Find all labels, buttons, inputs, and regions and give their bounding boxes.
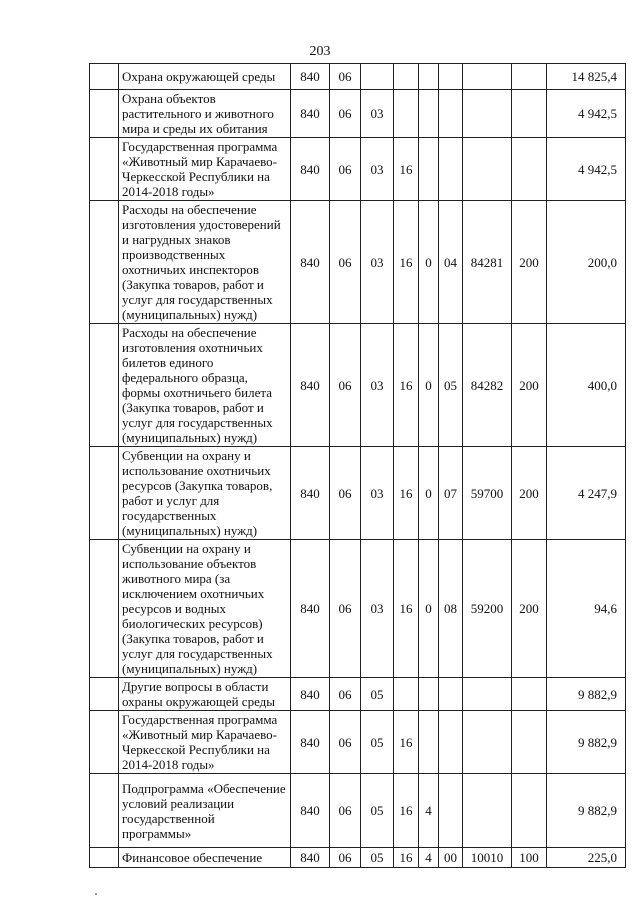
cell-gr: 840 — [291, 774, 330, 848]
cell-pr — [361, 64, 394, 90]
cell-gr: 840 — [291, 90, 330, 138]
cell-csr-2: 0 — [419, 540, 439, 678]
cell-csr-2 — [419, 138, 439, 201]
cell-rz: 06 — [330, 711, 361, 774]
cell-rz: 06 — [330, 848, 361, 868]
cell-rz: 06 — [330, 678, 361, 711]
cell-csr-1 — [394, 64, 419, 90]
cell-sum: 9 882,9 — [547, 774, 626, 848]
cell-sum: 9 882,9 — [547, 678, 626, 711]
cell-csr-4: 59700 — [463, 447, 512, 540]
cell-vr: 200 — [512, 447, 547, 540]
cell-rz: 06 — [330, 138, 361, 201]
cell-rz: 06 — [330, 90, 361, 138]
cell-sum: 14 825,4 — [547, 64, 626, 90]
cell-csr-1: 16 — [394, 774, 419, 848]
cell-pr: 05 — [361, 848, 394, 868]
cell-vr: 200 — [512, 540, 547, 678]
cell-csr-4 — [463, 64, 512, 90]
cell-csr-1 — [394, 90, 419, 138]
cell-vr — [512, 774, 547, 848]
row-name: Другие вопросы в области охраны окружающей среды — [119, 678, 291, 711]
table-body — [90, 64, 626, 868]
cell-gr: 840 — [291, 540, 330, 678]
table-row — [90, 678, 626, 711]
cell-csr-4: 59200 — [463, 540, 512, 678]
cell-sum: 4 942,5 — [547, 138, 626, 201]
cell-csr-4 — [463, 774, 512, 848]
row-number-cell — [90, 447, 119, 540]
cell-gr: 840 — [291, 678, 330, 711]
cell-vr — [512, 678, 547, 711]
cell-rz: 06 — [330, 64, 361, 90]
cell-csr-2 — [419, 64, 439, 90]
cell-csr-4 — [463, 678, 512, 711]
cell-csr-1 — [394, 678, 419, 711]
cell-gr: 840 — [291, 711, 330, 774]
row-name: Финансовое обеспечение — [119, 848, 291, 868]
cell-rz: 06 — [330, 324, 361, 447]
table-row — [90, 848, 626, 868]
cell-csr-4: 84281 — [463, 201, 512, 324]
cell-csr-2: 4 — [419, 848, 439, 868]
cell-rz: 06 — [330, 447, 361, 540]
cell-sum: 200,0 — [547, 201, 626, 324]
cell-csr-2 — [419, 711, 439, 774]
cell-pr: 05 — [361, 711, 394, 774]
cell-pr: 03 — [361, 324, 394, 447]
page-number: 203 — [309, 44, 331, 59]
cell-csr-4: 84282 — [463, 324, 512, 447]
row-number-cell — [90, 711, 119, 774]
cell-csr-1: 16 — [394, 848, 419, 868]
row-number-cell — [90, 774, 119, 848]
cell-csr-3: 00 — [439, 848, 463, 868]
cell-csr-3: 05 — [439, 324, 463, 447]
cell-rz: 06 — [330, 201, 361, 324]
cell-csr-2: 0 — [419, 201, 439, 324]
cell-csr-3 — [439, 90, 463, 138]
row-name: Охрана объектов растительного и животного мира и среды их обитания — [119, 90, 291, 138]
table-row — [90, 711, 626, 774]
table-row — [90, 90, 626, 138]
cell-sum: 4 247,9 — [547, 447, 626, 540]
cell-csr-3: 04 — [439, 201, 463, 324]
cell-pr: 03 — [361, 201, 394, 324]
row-number-cell — [90, 90, 119, 138]
cell-pr: 03 — [361, 138, 394, 201]
cell-gr: 840 — [291, 447, 330, 540]
cell-csr-4 — [463, 138, 512, 201]
cell-pr: 05 — [361, 774, 394, 848]
table-row — [90, 324, 626, 447]
cell-csr-3 — [439, 138, 463, 201]
row-number-cell — [90, 540, 119, 678]
cell-vr: 200 — [512, 201, 547, 324]
cell-vr: 100 — [512, 848, 547, 868]
cell-csr-3: 08 — [439, 540, 463, 678]
scan-speck — [95, 893, 97, 895]
cell-gr: 840 — [291, 138, 330, 201]
cell-vr — [512, 138, 547, 201]
row-name: Государственная программа «Животный мир Карачаево-Черкесской Республики на 2014-2018 годы» — [119, 138, 291, 201]
row-name: Расходы на обеспечение изготовления охотничьих билетов единого федерального образца, формы охотничьего билета (Закупка товаров, работ и услуг для государственных (муниципальных) нужд) — [119, 324, 291, 447]
cell-csr-4 — [463, 711, 512, 774]
row-name: Подпрограмма «Обеспечение условий реализации государственной программы» — [119, 774, 291, 848]
cell-vr — [512, 711, 547, 774]
row-name: Охрана окружающей среды — [119, 64, 291, 90]
cell-sum: 4 942,5 — [547, 90, 626, 138]
cell-csr-3 — [439, 711, 463, 774]
cell-rz: 06 — [330, 774, 361, 848]
row-name: Субвенции на охрану и использование охотничьих ресурсов (Закупка товаров, работ и услуг для государственных (муниципальных) нужд) — [119, 447, 291, 540]
cell-csr-3 — [439, 64, 463, 90]
cell-csr-1: 16 — [394, 324, 419, 447]
cell-csr-1: 16 — [394, 138, 419, 201]
cell-pr: 03 — [361, 447, 394, 540]
table-row — [90, 201, 626, 324]
row-name: Расходы на обеспечение изготовления удостоверений и нагрудных знаков производственных охотничьих инспекторов (Закупка товаров, работ и услуг для государственных (муниципальных) нужд) — [119, 201, 291, 324]
cell-csr-1: 16 — [394, 201, 419, 324]
table-row — [90, 138, 626, 201]
cell-csr-1: 16 — [394, 540, 419, 678]
cell-sum: 94,6 — [547, 540, 626, 678]
cell-sum: 225,0 — [547, 848, 626, 868]
cell-pr: 03 — [361, 540, 394, 678]
row-number-cell — [90, 324, 119, 447]
row-number-cell — [90, 201, 119, 324]
cell-csr-3 — [439, 774, 463, 848]
cell-csr-4: 10010 — [463, 848, 512, 868]
cell-sum: 400,0 — [547, 324, 626, 447]
cell-csr-2 — [419, 90, 439, 138]
table-row — [90, 540, 626, 678]
cell-gr: 840 — [291, 324, 330, 447]
cell-vr — [512, 64, 547, 90]
cell-csr-2: 4 — [419, 774, 439, 848]
cell-gr: 840 — [291, 64, 330, 90]
cell-gr: 840 — [291, 848, 330, 868]
cell-pr: 05 — [361, 678, 394, 711]
row-name: Государственная программа «Животный мир Карачаево-Черкесской Республики на 2014-2018 годы» — [119, 711, 291, 774]
cell-pr: 03 — [361, 90, 394, 138]
row-number-cell — [90, 678, 119, 711]
cell-csr-4 — [463, 90, 512, 138]
cell-csr-1: 16 — [394, 447, 419, 540]
cell-rz: 06 — [330, 540, 361, 678]
table-row — [90, 774, 626, 848]
cell-vr — [512, 90, 547, 138]
cell-csr-3 — [439, 678, 463, 711]
cell-csr-2: 0 — [419, 324, 439, 447]
cell-sum: 9 882,9 — [547, 711, 626, 774]
table-row — [90, 64, 626, 90]
cell-csr-3: 07 — [439, 447, 463, 540]
budget-table — [89, 63, 626, 868]
row-number-cell — [90, 64, 119, 90]
cell-csr-1: 16 — [394, 711, 419, 774]
row-number-cell — [90, 848, 119, 868]
table-row — [90, 447, 626, 540]
cell-gr: 840 — [291, 201, 330, 324]
cell-csr-2 — [419, 678, 439, 711]
row-name: Субвенции на охрану и использование объектов животного мира (за исключением охотничьих ресурсов и водных биологических ресурсов) (Закупка товаров, работ и услуг для государственных (муниципальных) нужд) — [119, 540, 291, 678]
cell-vr: 200 — [512, 324, 547, 447]
row-number-cell — [90, 138, 119, 201]
cell-csr-2: 0 — [419, 447, 439, 540]
